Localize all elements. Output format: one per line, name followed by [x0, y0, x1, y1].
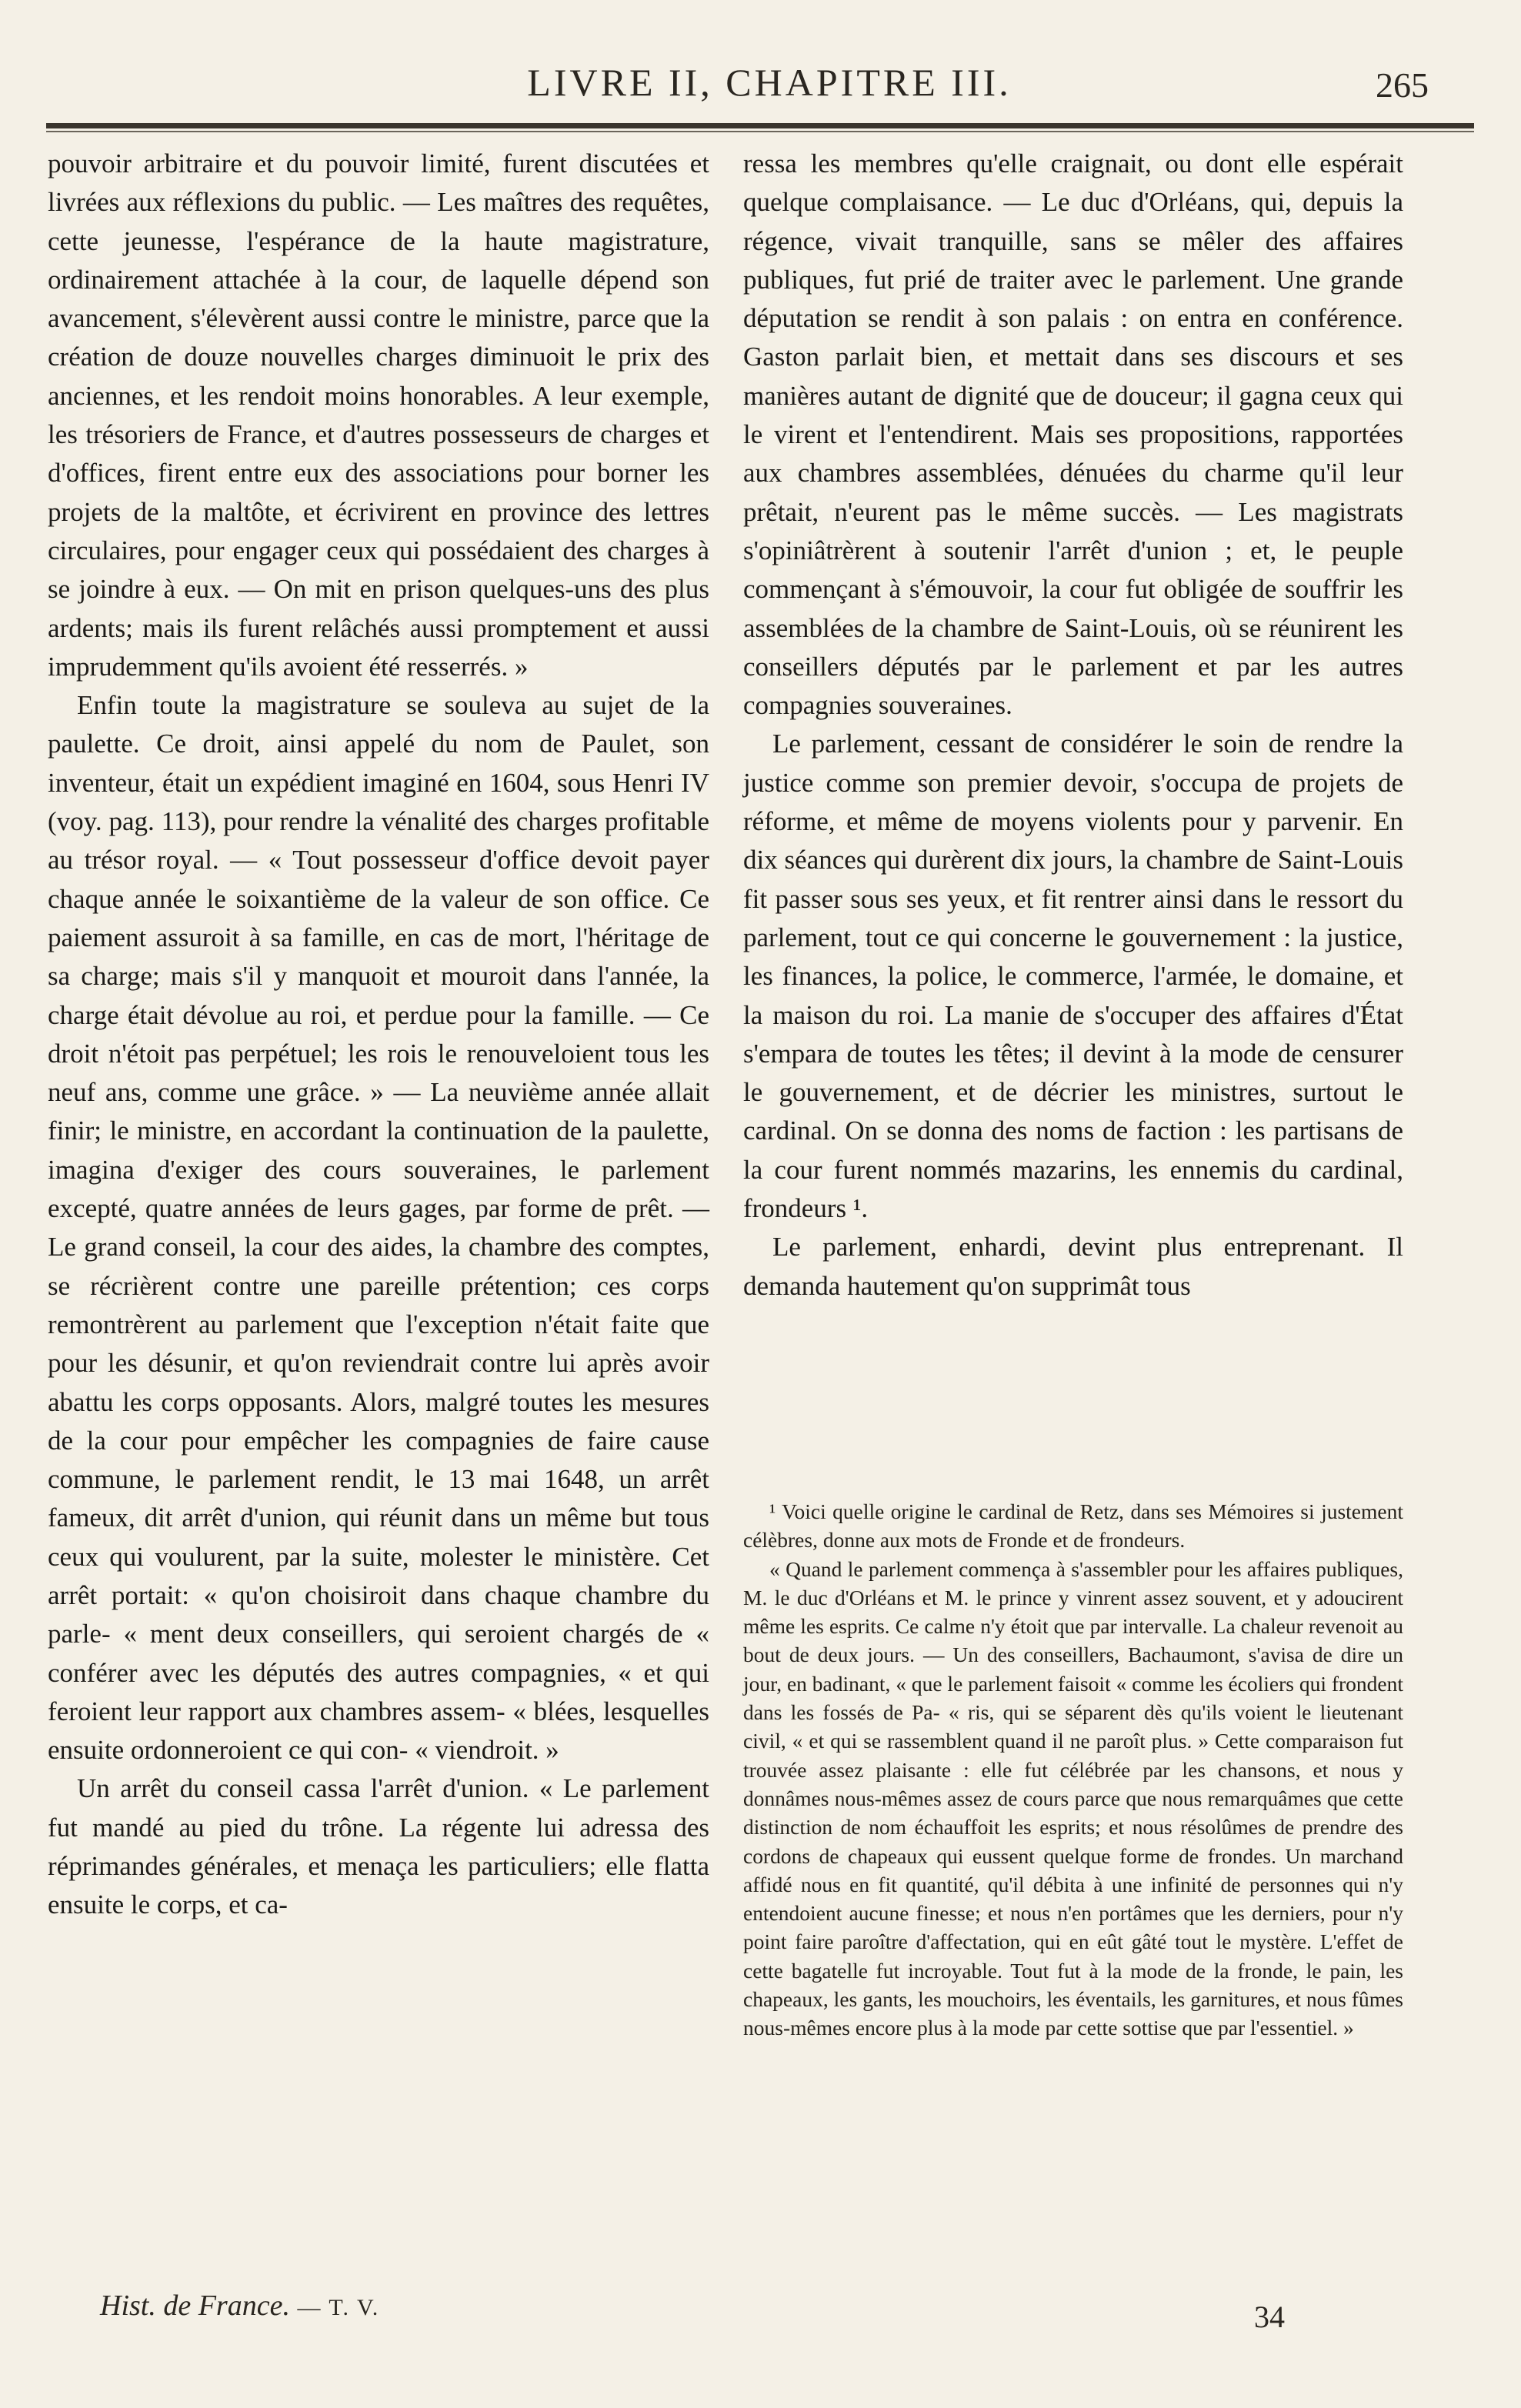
page-header: [0, 60, 1521, 122]
paragraph: ressa les membres qu'elle craignait, ou dont elle espérait quelque complaisance. — Le duc d'Orléans, qui, depuis la régence, vivait tranquille, sans se mêler des affaires publiques, fut prié de traiter avec le parlement. Une grande députation se rendit à son palais : on entra en conférence. Gaston parlait bien, et mettait dans ses discours et ses manières autant de dignité que de douceur; il gagna ceux qui le virent et l'entendirent. Mais ses propositions, rapportées aux chambres assemblées, dénuées du charme qu'il leur prêtait, n'eurent pas le même succès. — Les magistrats s'opiniâtrèrent à soutenir l'arrêt d'union ; et, le peuple commençant à s'émouvoir, la cour fut obligée de souffrir les assemblées de la chambre de Saint-Louis, où se réunirent les conseillers députés par le parlement et par les autres compagnies souveraines.: [743, 148, 1403, 721]
footnotes: [743, 1497, 1403, 2043]
right-column: [743, 145, 1403, 1306]
footnote: ¹ Voici quelle origine le cardinal de Retz, dans ses Mémoires si justement célèbres, donne aux mots de Fronde et de frondeurs.: [743, 1499, 1403, 1553]
paragraph: Un arrêt du conseil cassa l'arrêt d'union. « Le parlement fut mandé au pied du trône. La régente lui adressa des réprimandes générales, et menaça les particuliers; elle flatta ensuite le corps, et ca-: [48, 1773, 709, 1920]
paragraph: Le parlement, cessant de considérer le soin de rendre la justice comme son premier devoir, s'occupa de projets de réforme, et même de moyens violents pour y parvenir. En dix séances qui durèrent dix jours, la chambre de Saint-Louis fit passer sous ses yeux, et fit rentrer ainsi dans le ressort du parlement, tout ce qui concerne le gouvernement : la justice, les finances, la police, le commerce, l'armée, le domaine, et la maison du roi. La manie de s'occuper des affaires d'État s'empara de toutes les têtes; il devint à la mode de censurer le gouvernement, et de décrier les ministres, surtout le cardinal. On se donna des noms de faction : les partisans de la cour furent nommés mazarins, les ennemis du cardinal, frondeurs ¹.: [743, 729, 1403, 1224]
signature-number: 34: [1254, 2300, 1285, 2334]
page-number: 265: [1376, 65, 1429, 105]
paragraph: pouvoir arbitraire et du pouvoir limité, furent discutées et livrées aux réflexions du public. — Les maîtres des requêtes, cette jeunesse, l'espérance de la haute magistrature, ordinairement attachée à la cour, de laquelle dépend son avancement, s'élevèrent aussi contre le ministre, parce que la création de douze nouvelles charges diminuoit le prix des anciennes, et les rendoit moins honorables. A leur exemple, les trésoriers de France, et d'autres possesseurs de charges et d'offices, firent entre eux des associations pour borner les projets de la maltôte, et écrivirent en province des lettres circulaires, pour engager ceux qui possédaient des charges à se joindre à eux. — On mit en prison quelques-uns des plus ardents; mais ils furent relâchés aussi promptement et aussi imprudemment qu'ils avoient été resserrés. »: [48, 148, 709, 682]
paragraph: Le parlement, enhardi, devint plus entreprenant. Il demanda hautement qu'on supprimât tous: [743, 1232, 1403, 1301]
tome-label: — T. V.: [297, 2295, 380, 2320]
header-rule: [46, 123, 1474, 128]
paragraph: Enfin toute la magistrature se souleva au sujet de la paulette. Ce droit, ainsi appelé du nom de Paulet, son inventeur, était un expédient imaginé en 1604, sous Henri IV (voy. pag. 113), pour rendre la vénalité des charges profitable au trésor royal. — « Tout possesseur d'office devoit payer chaque année le soixantième de la valeur de son office. Ce paiement assuroit à sa famille, en cas de mort, l'héritage de sa charge; mais s'il y manquoit et mouroit dans l'année, la charge était dévolue au roi, et perdue pour la famille. — Ce droit n'étoit pas perpétuel; les rois le renouveloient tous les neuf ans, comme une grâce. » — La neuvième année allait finir; le ministre, en accordant la continuation de la paulette, imagina d'exiger des cours souveraines, le parlement excepté, quatre années de leurs gages, par forme de prêt. — Le grand conseil, la cour des aides, la chambre des comptes, se récrièrent contre une pareille prétention; ces corps remontrèrent au parlement que l'exception n'était faite que pour les désunir, et qu'on reviendrait contre lui après avoir abattu les corps opposants. Alors, malgré toutes les mesures de la cour pour empêcher les compagnies de faire cause commune, le parlement rendit, le 13 mai 1648, un arrêt fameux, dit arrêt d'union, qui réunit dans un même but tous ceux qui voulurent, par la suite, molester le ministère. Cet arrêt portait: « qu'on choisiroit dans chaque chambre du parle- « ment deux conseillers, qui seroient chargés de « conférer avec les députés des autres compagnies, « et qui feroient leur rapport aux chambres assem- « blées, lesquelles ensuite ordonneroient ce qui con- « viendroit. »: [48, 690, 709, 1766]
left-column: [48, 145, 709, 1925]
running-title: LIVRE II, CHAPITRE III.: [527, 61, 1012, 104]
signature-text: Hist. de France.: [100, 2290, 290, 2322]
printer-signature: [100, 2289, 379, 2323]
footnote: « Quand le parlement commença à s'assembler pour les affaires publiques, M. le duc d'Orléans et M. le prince y vinrent assez souvent, et y adoucirent même les esprits. Ce calme n'y étoit que par intervalle. La chaleur revenoit au bout de deux jours. — Un des conseillers, Bachaumont, s'avisa de dire un jour, en badinant, « que le parlement faisoit « comme les écoliers qui frondent dans les fossés de Pa- « ris, qui se séparent dès qu'ils voient le lieutenant civil, « et qui se rassemblent quand il ne paroît plus. » Cette comparaison fut trouvée assez plaisante : elle fut célébrée par les chansons, et nous y donnâmes nous-mêmes assez de cours parce que nous remarquâmes que cette distinction de nom échauffoit les esprits; et nous résolûmes de prendre des cordons de chapeaux qui eussent quelque forme de frondes. Un marchand affidé nous en fit quantité, qu'il débita à une infinité de personnes qui n'y entendoient aucune finesse; et nous n'en portâmes que les derniers, pour n'y point faire paroître d'affectation, qui en eût gâté tout le mystère. L'effet de cette bagatelle fut incroyable. Tout fut à la mode de la fronde, le pain, les chapeaux, les gants, les mouchoirs, les éventails, les garnitures, et nous fûmes nous-mêmes encore plus à la mode par cette sottise que par l'essentiel. »: [743, 1556, 1404, 2040]
